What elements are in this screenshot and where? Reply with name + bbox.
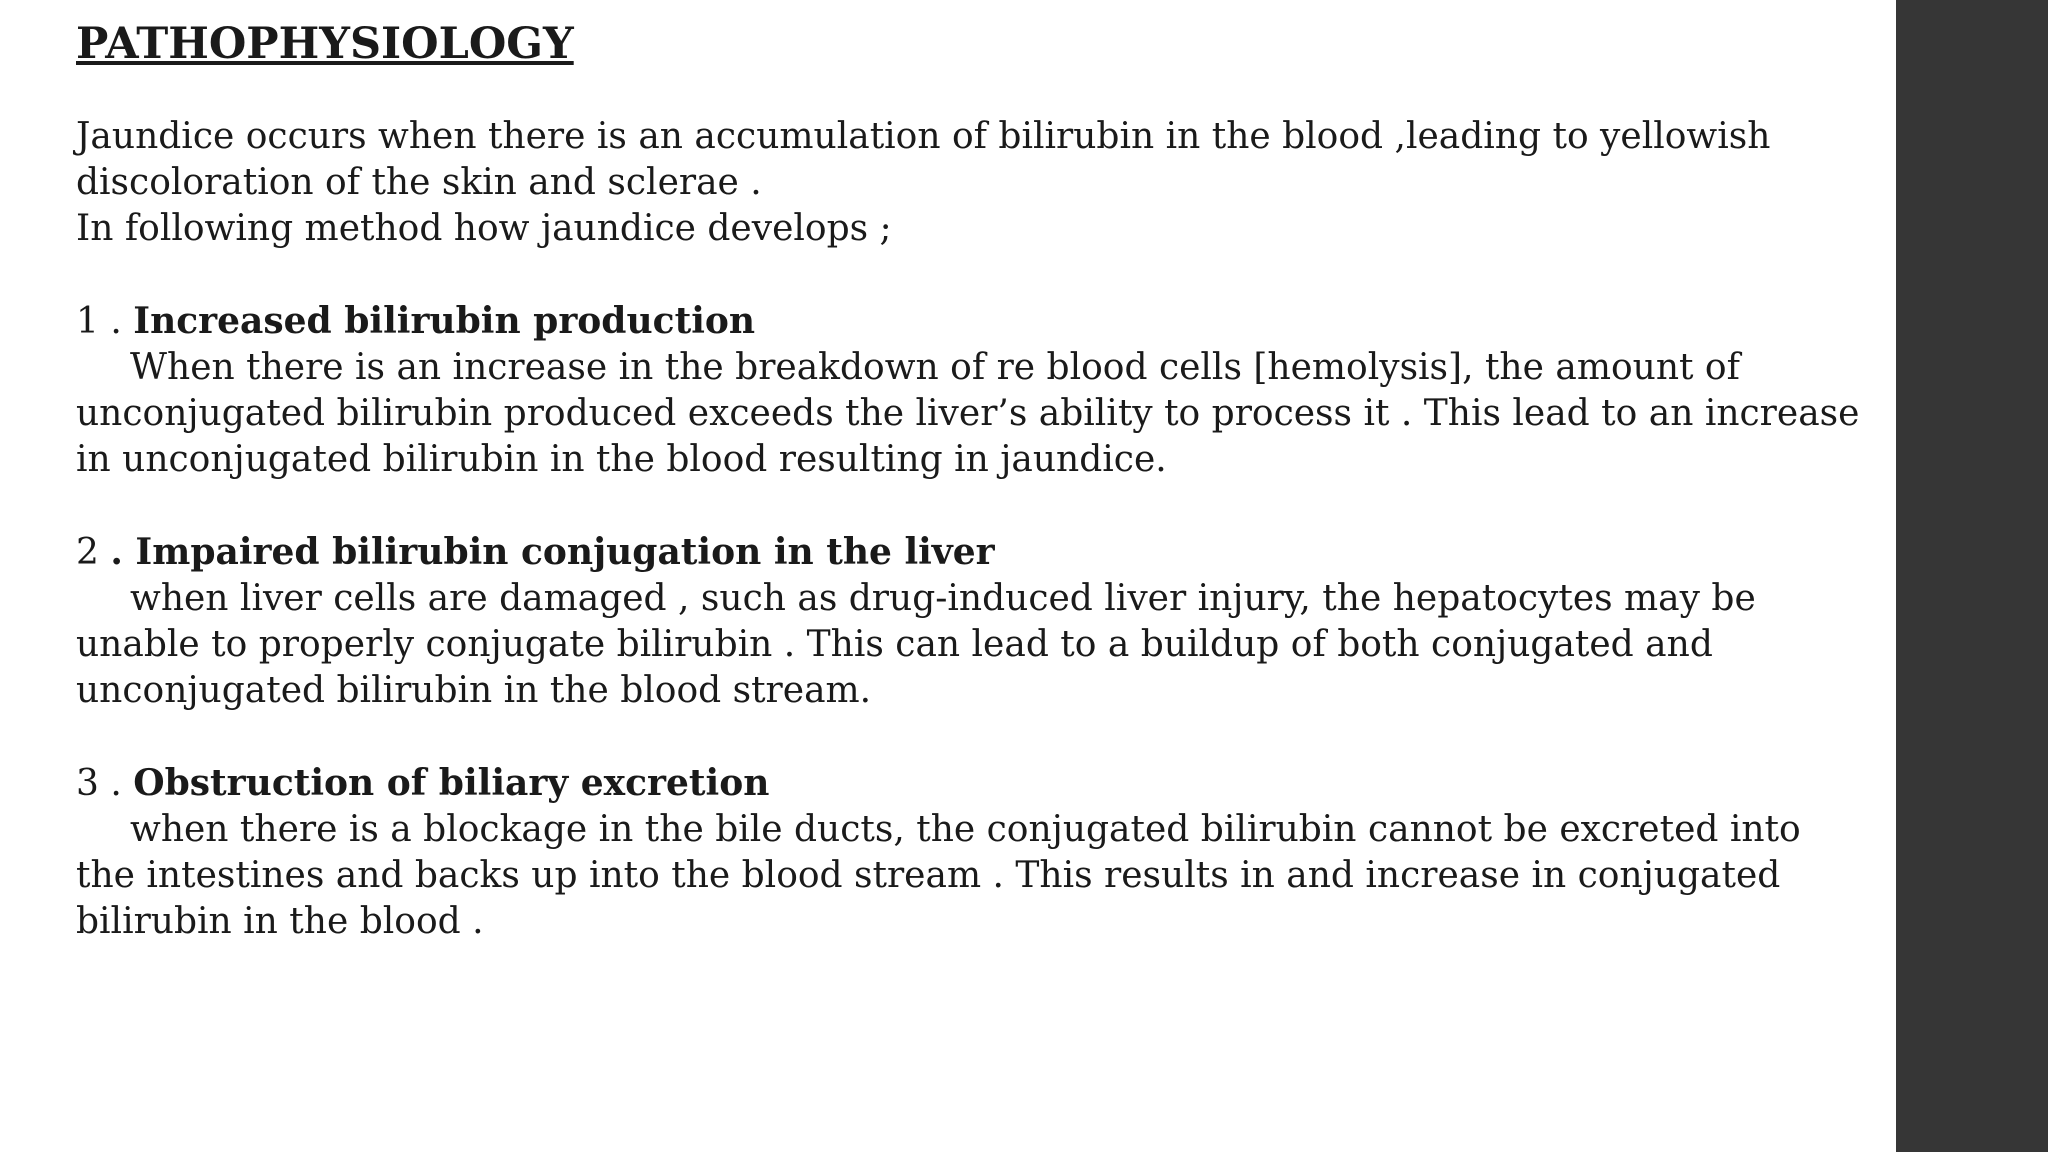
intro-line-1: Jaundice occurs when there is an accumulation of bilirubin in the blood ,leading to yellowish: [76, 116, 1771, 157]
section-3-line-1: when there is a blockage in the bile ducts, the conjugated bilirubin cannot be excreted into: [130, 809, 1801, 850]
section-heading: Obstruction of biliary excretion: [133, 762, 770, 804]
page-title: PATHOPHYSIOLOGY: [76, 19, 574, 69]
section-3-line-2: the intestines and backs up into the blood stream . This results in and increase in conjugated: [76, 855, 1781, 896]
section-2-line-1: when liver cells are damaged , such as drug-induced liver injury, the hepatocytes may be: [130, 578, 1756, 619]
section-heading: Increased bilirubin production: [133, 300, 756, 342]
section-2: [76, 529, 1876, 714]
intro-line-2: discoloration of the skin and sclerae .: [76, 162, 762, 203]
section-1-line-2: unconjugated bilirubin produced exceeds the liver’s ability to process it . This lead to an increase: [76, 393, 1860, 434]
section-heading: . Impaired bilirubin conjugation in the liver: [110, 531, 995, 573]
section-number: 1 .: [76, 301, 122, 342]
section-2-header: [76, 529, 1876, 576]
slide-content: [76, 14, 1876, 945]
section-3: [76, 760, 1876, 945]
section-1: [76, 298, 1876, 483]
section-1-line-1: When there is an increase in the breakdown of re blood cells [hemolysis], the amount of: [130, 347, 1740, 388]
intro-line-3: In following method how jaundice develops ;: [76, 208, 892, 249]
section-3-header: [76, 760, 1876, 807]
section-2-line-3: unconjugated bilirubin in the blood stream.: [76, 670, 872, 711]
section-number: 3 .: [76, 763, 122, 804]
section-1-header: [76, 298, 1876, 345]
section-1-line-3: in unconjugated bilirubin in the blood resulting in jaundice.: [76, 439, 1167, 480]
section-3-line-3: bilirubin in the blood .: [76, 901, 484, 942]
section-number: 2: [76, 532, 99, 573]
decorative-sidebar: [1896, 0, 2048, 1152]
section-2-line-2: unable to properly conjugate bilirubin . This can lead to a buildup of both conjugated and: [76, 624, 1713, 665]
